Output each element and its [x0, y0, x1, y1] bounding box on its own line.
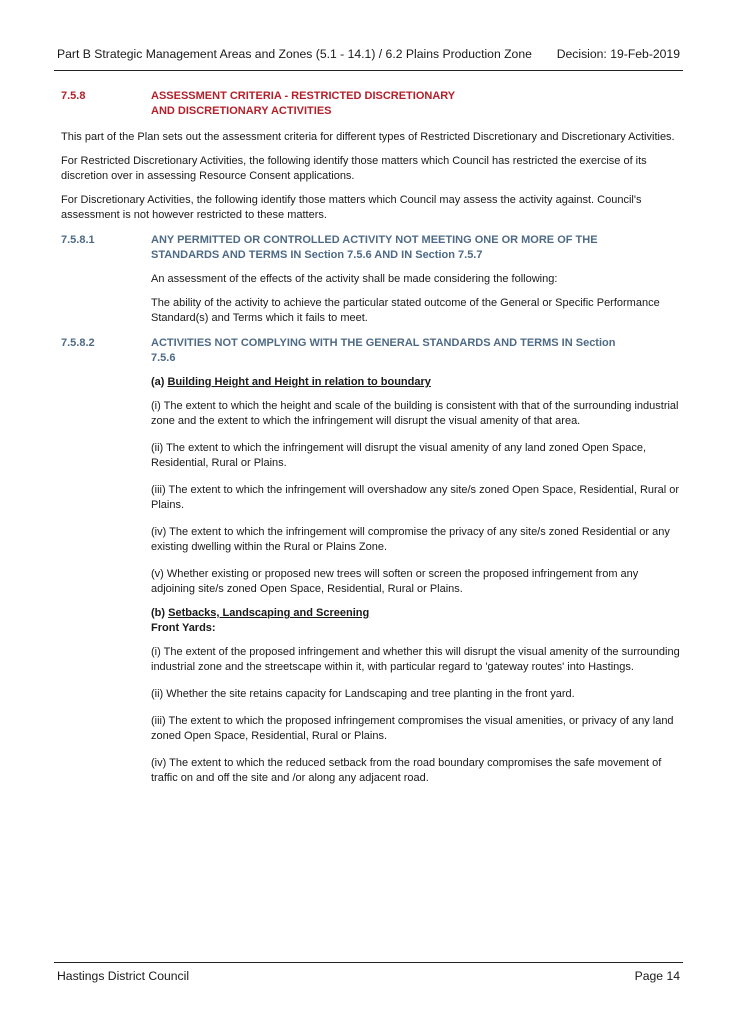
subsection-7582-number: 7.5.8.2 — [61, 337, 95, 349]
criteria-a-item-4: (iv) The extent to which the infringement will compromise the privacy of any site/s zoned Residential or any existing dwelling within the Rural or Plains Zone. — [151, 526, 670, 553]
subsection-7582-title-line1: ACTIVITIES NOT COMPLYING WITH THE GENERAL STANDARDS AND TERMS IN Section — [151, 337, 616, 349]
intro-paragraph-2: For Restricted Discretionary Activities, the following identify those matters which Council has restricted the exercise of its discretion over in assessing Resource Consent applications. — [61, 155, 647, 182]
intro-paragraph-3: For Discretionary Activities, the following identify those matters which Council may assess the activity against. Council's assessment is not however restricted to these matters. — [61, 194, 642, 221]
header-title: Part B Strategic Management Areas and Zones (5.1 - 14.1) / 6.2 Plains Production Zone — [57, 47, 532, 61]
footer-rule — [54, 962, 683, 963]
subsection-7581-title-line2: STANDARDS AND TERMS IN Section 7.5.6 AND IN Section 7.5.7 — [151, 249, 483, 261]
page-body — [61, 89, 681, 786]
subsection-7581-title-line1: ANY PERMITTED OR CONTROLLED ACTIVITY NOT MEETING ONE OR MORE OF THE — [151, 234, 598, 246]
subsection-7581-para-1: An assessment of the effects of the activity shall be made considering the following: — [151, 273, 558, 285]
criteria-b-item-2: (ii) Whether the site retains capacity for Landscaping and tree planting in the front yard. — [151, 688, 575, 700]
header-rule — [54, 70, 683, 71]
subsection-7581-number: 7.5.8.1 — [61, 234, 95, 246]
section-heading — [61, 89, 681, 119]
section-title-line1: ASSESSMENT CRITERIA - RESTRICTED DISCRETIONARY — [151, 90, 456, 102]
header-decision-date: Decision: 19-Feb-2019 — [556, 47, 680, 61]
criteria-a-item-5: (v) Whether existing or proposed new trees will soften or screen the proposed infringement from any adjoining site/s zoned Open Space, Residential, Rural or Plains. — [151, 568, 639, 595]
criteria-b-item-1: (i) The extent of the proposed infringement and whether this will disrupt the visual amenity of the surrounding industrial zone and the streetscape within it, with particular regard to 'gateway routes' into Hastings. — [151, 646, 680, 673]
criteria-b-subheading: Front Yards: — [151, 622, 216, 634]
criteria-a-title: Building Height and Height in relation to boundary — [167, 376, 431, 388]
criteria-a-item-1: (i) The extent to which the height and scale of the building is consistent with that of the surrounding industrial zone and the extent to which the infringement will disrupt the visual amenity of that area. — [151, 400, 679, 427]
criteria-a-heading — [151, 375, 681, 390]
criteria-b-item-3: (iii) The extent to which the proposed infringement compromises the visual amenities, or privacy of any land zoned Open Space, Residential, Rural or Plains. — [151, 715, 674, 742]
criteria-a-prefix: (a) — [151, 376, 168, 388]
intro-paragraph-1: This part of the Plan sets out the assessment criteria for different types of Restricted Discretionary and Discretionary Activities. — [61, 131, 675, 143]
section-title-line2: AND DISCRETIONARY ACTIVITIES — [151, 105, 332, 117]
subsection-7582-heading — [61, 336, 681, 366]
footer-page-number: Page 14 — [634, 969, 680, 983]
criteria-b-prefix: (b) — [151, 607, 169, 619]
criteria-a-item-2: (ii) The extent to which the infringement will disrupt the visual amenity of any land zoned Open Space, Residential, Rural or Plains. — [151, 442, 647, 469]
subsection-7581-para-2: The ability of the activity to achieve the particular stated outcome of the General or Specific Performance Standard(s) and Terms which it fails to meet. — [151, 297, 660, 324]
criteria-a-item-3: (iii) The extent to which the infringement will overshadow any site/s zoned Open Space, Residential, Rural or Plains. — [151, 484, 680, 511]
criteria-b-item-4: (iv) The extent to which the reduced setback from the road boundary compromises the safe movement of traffic on and off the site and /or along any adjacent road. — [151, 757, 662, 784]
subsection-7581-heading — [61, 233, 681, 263]
footer-council-name: Hastings District Council — [57, 969, 190, 983]
subsection-7582-title-line2: 7.5.6 — [151, 352, 176, 364]
criteria-b-title: Setbacks, Landscaping and Screening — [168, 607, 370, 619]
section-number: 7.5.8 — [61, 90, 86, 102]
criteria-b-heading — [151, 606, 681, 621]
